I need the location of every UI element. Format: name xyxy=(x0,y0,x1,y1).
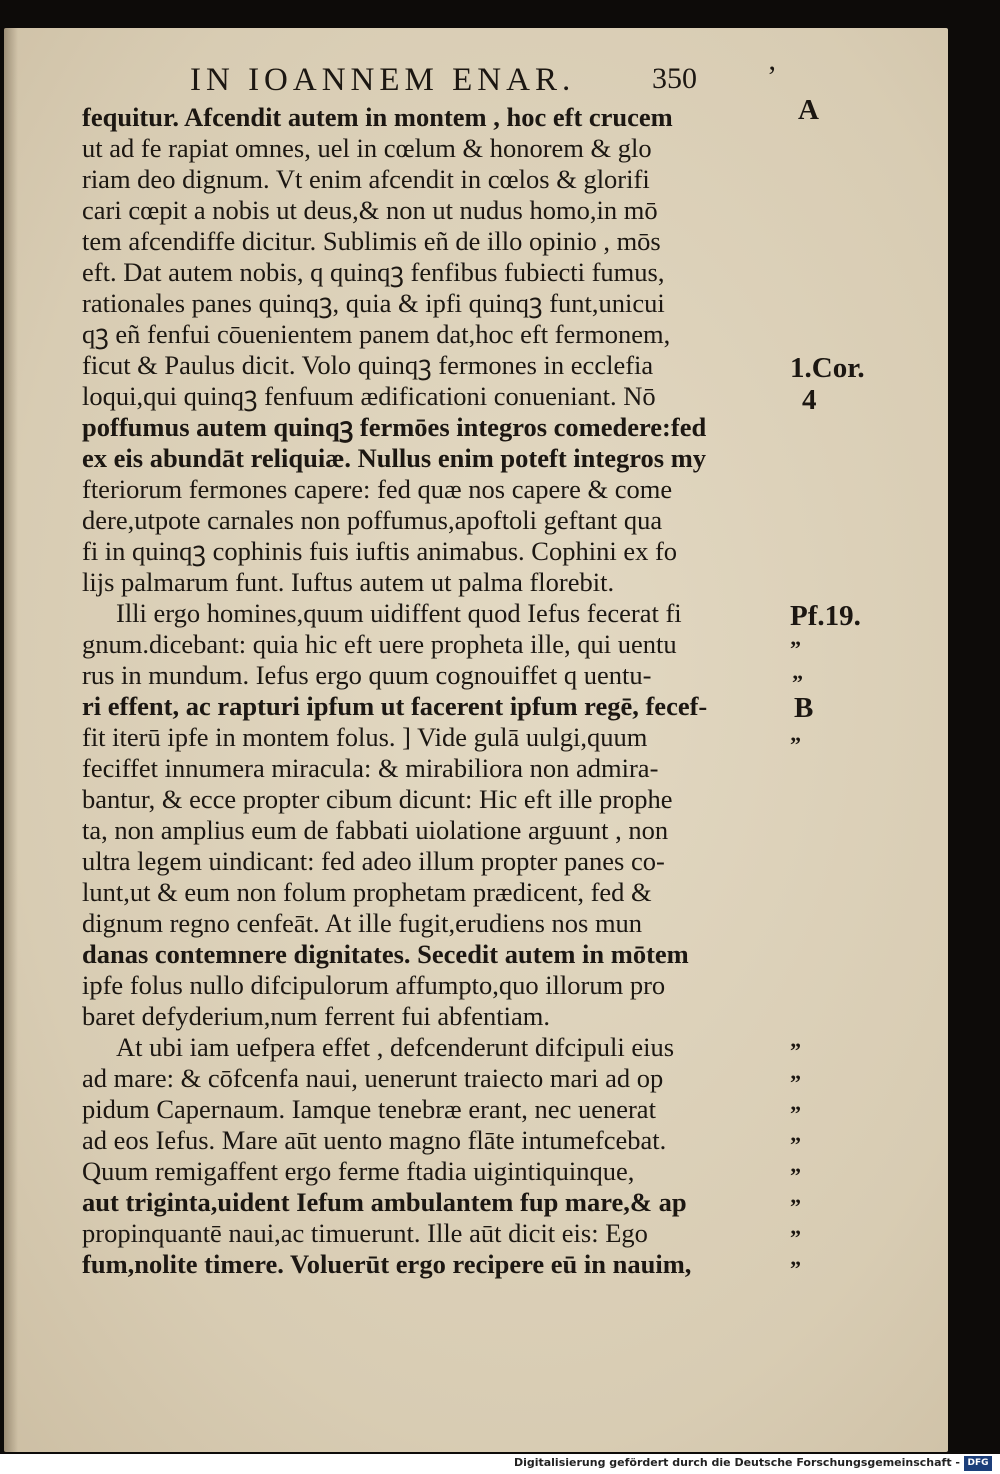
margin-quote-mark: ” xyxy=(790,1194,800,1219)
text-line: aut triginta,uident Iefum ambulantem fup mare,& ap xyxy=(82,1187,687,1217)
margin-quote-mark: ” xyxy=(790,1163,800,1188)
page-edge-shadow xyxy=(4,28,18,1452)
margin-ref-ps: Pf.19. xyxy=(790,600,861,632)
margin-quote-mark: ” xyxy=(790,1256,800,1281)
text-line: fit iterū ipfe in montem folus. ] Vide gulā uulgi,quum xyxy=(82,722,648,752)
text-line: lunt,ut & eum non folum prophetam prædicent, fed & xyxy=(82,877,652,907)
text-line: feciffet innumera miracula: & mirabiliora non admira- xyxy=(82,753,659,783)
book-page xyxy=(4,28,948,1452)
text-line: rus in mundum. Iefus ergo quum cognouiffet q uentu- xyxy=(82,660,652,690)
margin-quote-mark: ” xyxy=(792,670,802,695)
text-line: baret defyderium,num ferrent fui abfentiam. xyxy=(82,1001,550,1031)
text-line: eft. Dat autem nobis, q quinqꝫ fenfibus fubiecti fumus, xyxy=(82,257,665,287)
text-line: fteriorum fermones capere: fed quæ nos capere & come xyxy=(82,474,673,504)
text-line: ut ad fe rapiat omnes, uel in cœlum & honorem & glo xyxy=(82,133,652,163)
text-line: dignum regno cenfeāt. At ille fugit,erudiens nos mun xyxy=(82,908,643,938)
text-line: poffumus autem quinqꝫ fermōes integros comedere:fed xyxy=(82,412,707,442)
margin-quote-mark: ” xyxy=(790,1070,800,1095)
text-line: ipfe folus nullo difcipulorum affumpto,quo illorum pro xyxy=(82,970,666,1000)
footer-bar xyxy=(0,1454,1000,1474)
text-line: Illi ergo homines,quum uidiffent quod Iefus fecerat fi xyxy=(116,598,682,628)
text-line: fum,nolite timere. Voluerūt ergo recipere eū in nauim, xyxy=(82,1249,692,1279)
text-line: danas contemnere dignitates. Secedit autem in mōtem xyxy=(82,939,689,969)
text-line: ex eis abundāt reliquiæ. Nullus enim poteft integros my xyxy=(82,443,707,473)
text-line: ri effent, ac rapturi ipfum ut facerent ipfum regē, fecef- xyxy=(82,691,708,721)
margin-quote-mark: ” xyxy=(790,732,800,757)
margin-ref-cor: 1.Cor. xyxy=(790,352,865,384)
text-line: bantur, & ecce propter cibum dicunt: Hic eft ille prophe xyxy=(82,784,673,814)
text-line: ad mare: & cōfcenfa naui, uenerunt traiecto mari ad op xyxy=(82,1063,664,1093)
margin-ref-cor-num: 4 xyxy=(802,384,817,416)
folio-number: 350 xyxy=(652,62,697,95)
text-line: cari cœpit a nobis ut deus,& non ut nudus homo,in mō xyxy=(82,195,658,225)
text-line: gnum.dicebant: quia hic eft uere propheta ille, qui uentu xyxy=(82,629,677,659)
text-line: pidum Capernaum. Iamque tenebræ erant, nec uenerat xyxy=(82,1094,656,1124)
margin-quote-mark: ” xyxy=(790,1132,800,1157)
margin-quote-mark: ” xyxy=(790,1225,800,1250)
running-title: IN IOANNEM ENAR. xyxy=(190,62,576,98)
text-line: Quum remigaffent ergo ferme ftadia uigintiquinque, xyxy=(82,1156,635,1186)
margin-quote-mark: ” xyxy=(790,1101,800,1126)
text-line: ta, non amplius eum de fabbati uiolatione arguunt , non xyxy=(82,815,669,845)
text-line: fequitur. Afcendit autem in montem , hoc eft crucem xyxy=(82,102,673,132)
text-line: dere,utpote carnales non poffumus,apoftoli geftant qua xyxy=(82,505,663,535)
text-line: fi in quinqꝫ cophinis fuis iuftis animabus. Cophini ex fo xyxy=(82,536,678,566)
main-text xyxy=(82,102,782,1280)
dfg-logo: DFG xyxy=(964,1456,992,1471)
text-line: riam deo dignum. Vt enim afcendit in cœlos & glorifi xyxy=(82,164,650,194)
margin-letter-b: B xyxy=(794,692,814,724)
text-line: loqui,qui quinqꝫ fenfuum ædificationi conueniant. Nō xyxy=(82,381,656,411)
margin-quote-mark: ” xyxy=(790,1038,800,1063)
margin-letter-a: A xyxy=(798,94,819,126)
text-line: tem afcendiffe dicitur. Sublimis eñ de illo opinio , mōs xyxy=(82,226,661,256)
funding-notice: Digitalisierung gefördert durch die Deutsche Forschungsgemeinschaft - xyxy=(513,1456,960,1469)
text-line: ad eos Iefus. Mare aūt uento magno flāte intumefcebat. xyxy=(82,1125,667,1155)
folio-mark: ’ xyxy=(767,60,777,93)
text-line: At ubi iam uefpera effet , defcenderunt difcipuli eius xyxy=(116,1032,675,1062)
text-line: qꝫ eñ fenfui cōuenientem panem dat,hoc eft fermonem, xyxy=(82,319,671,349)
text-line: ultra legem uindicant: fed adeo illum propter panes co- xyxy=(82,846,665,876)
margin-quote-mark: ” xyxy=(790,636,800,661)
text-line: lijs palmarum funt. Iuftus autem ut palma florebit. xyxy=(82,567,615,597)
text-line: rationales panes quinqꝫ, quia & ipfi quinqꝫ funt,unicui xyxy=(82,288,665,318)
text-line: propinquantē naui,ac timuerunt. Ille aūt dicit eis: Ego xyxy=(82,1218,648,1248)
text-line: ficut & Paulus dicit. Volo quinqꝫ fermones in ecclefia xyxy=(82,350,654,380)
